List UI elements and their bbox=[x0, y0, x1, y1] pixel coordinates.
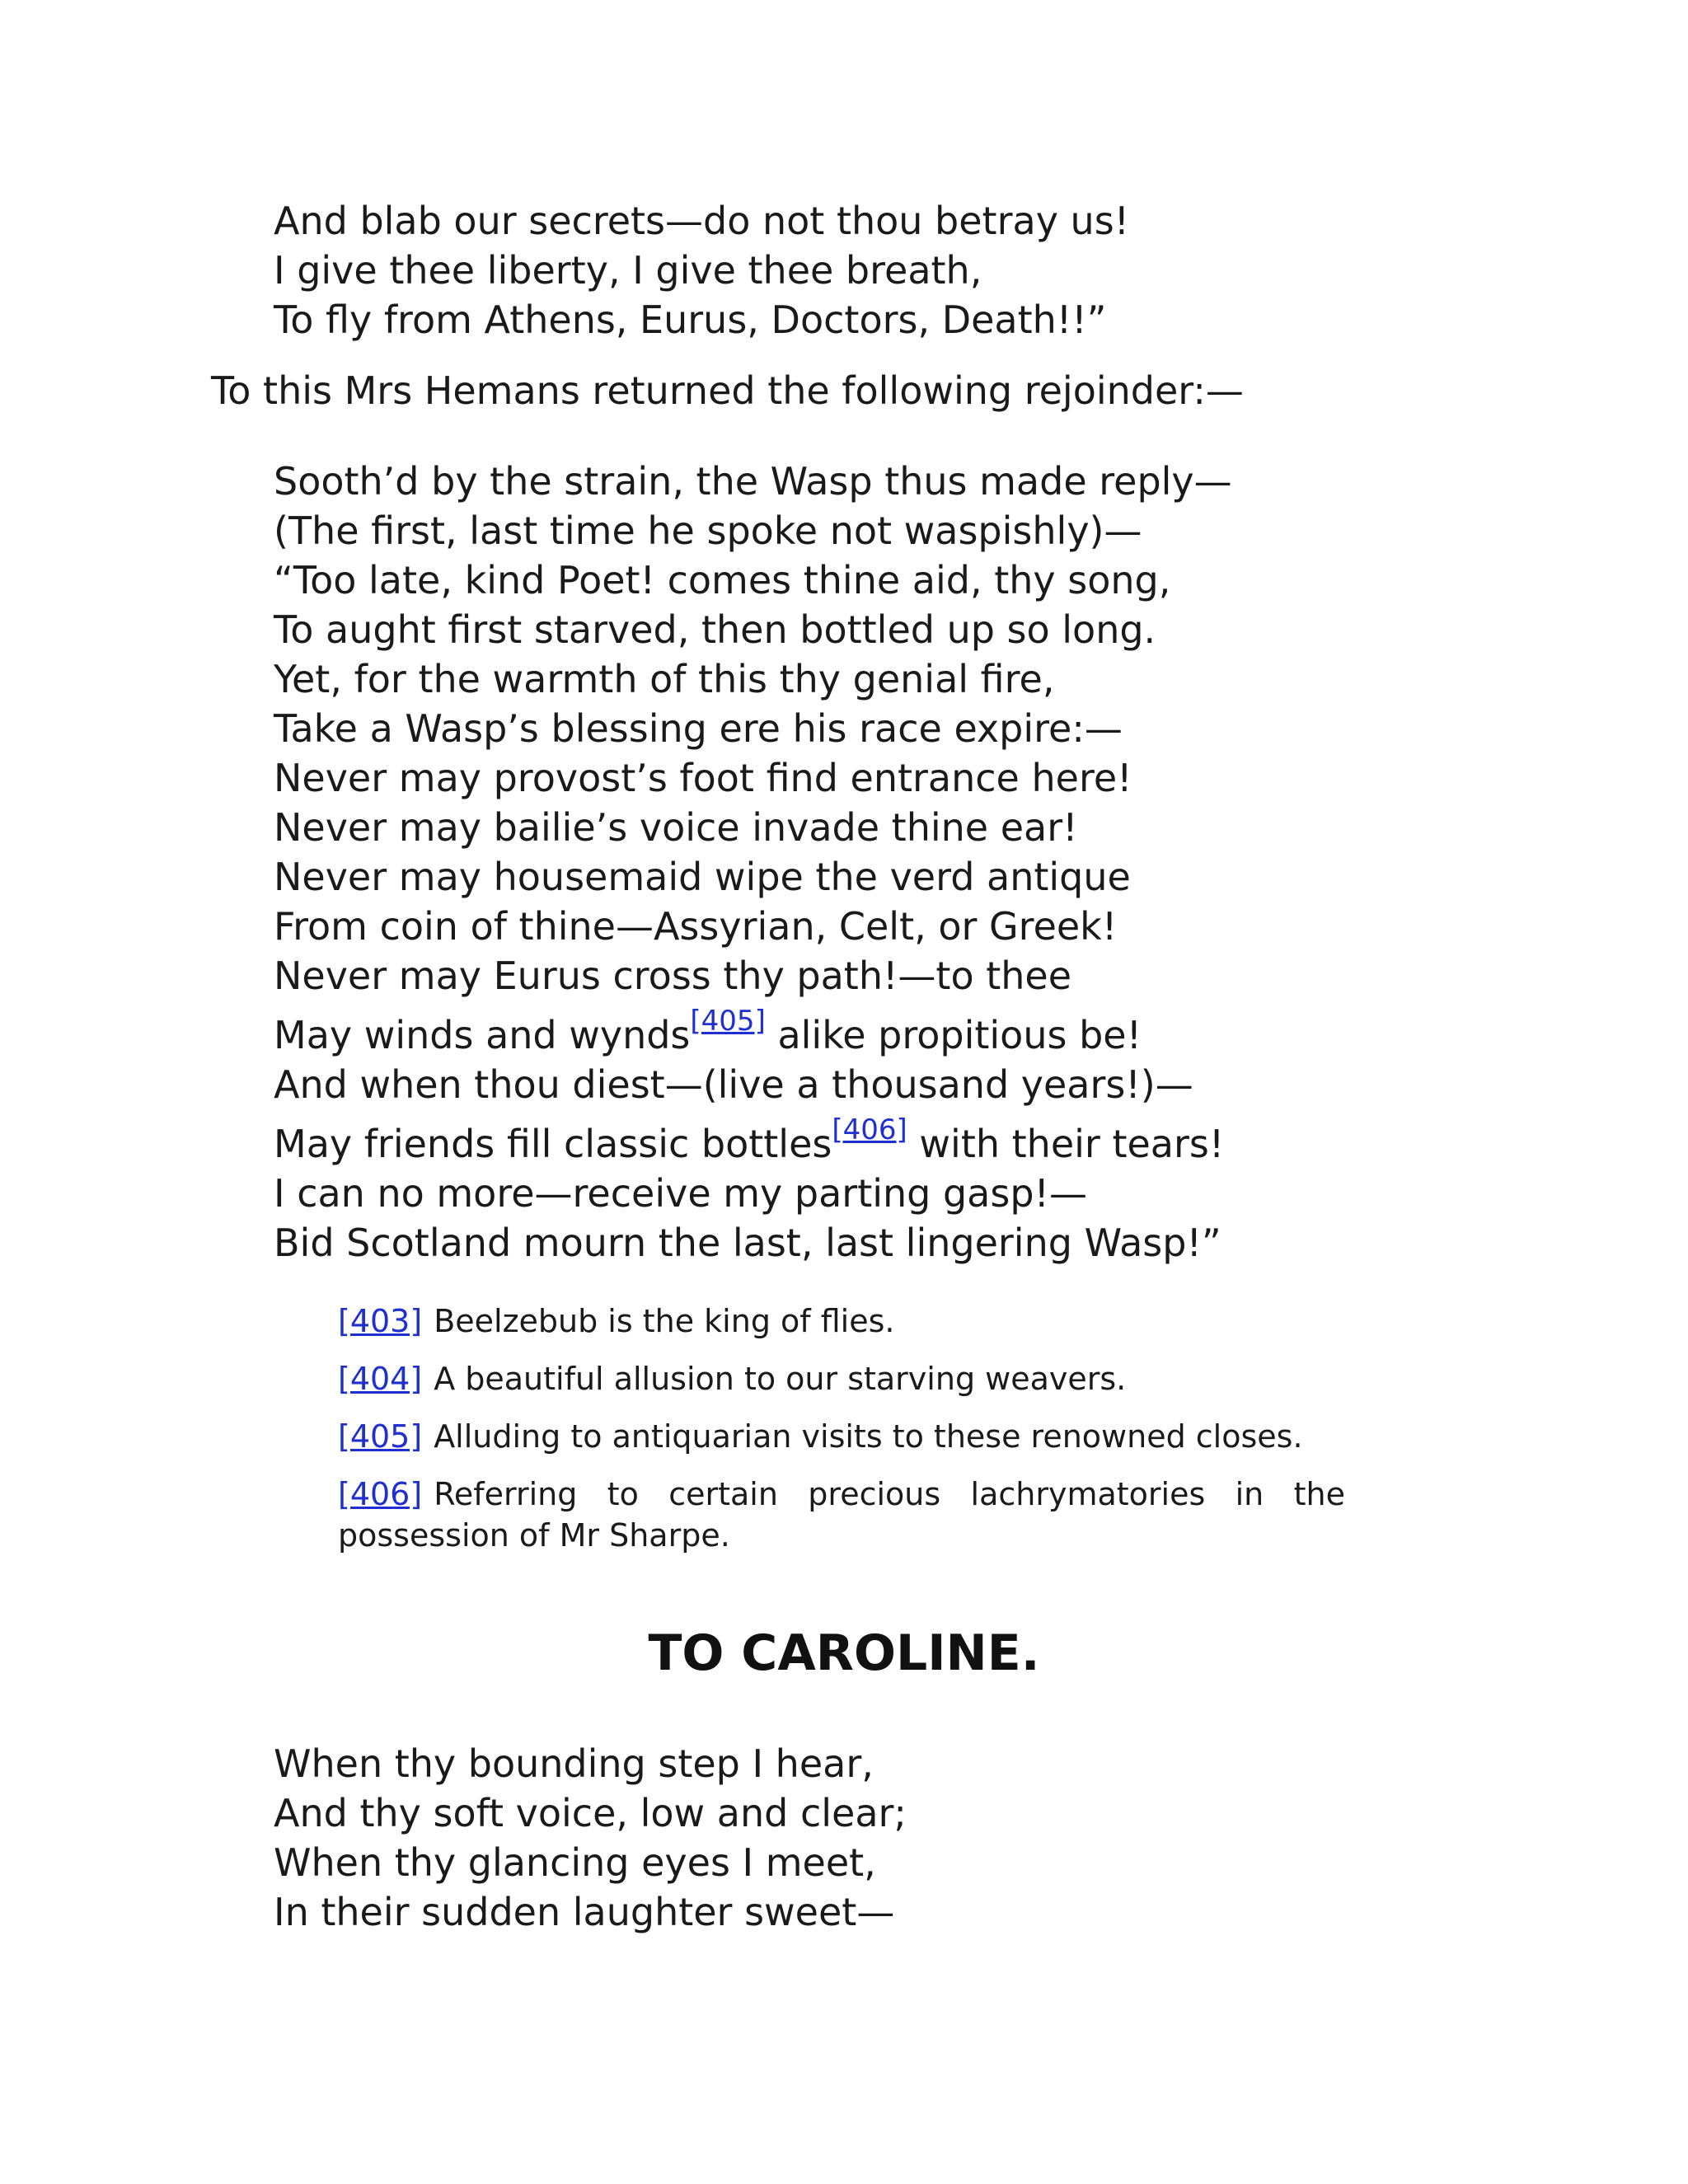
verse-line: When thy glancing eyes I meet, bbox=[274, 1840, 876, 1885]
verse-text: alike propitious be! bbox=[765, 1013, 1142, 1057]
footnote-backlink-403[interactable]: [403] bbox=[338, 1303, 423, 1339]
footnote-text: Referring to certain precious lachrymatories in the possession of Mr Sharpe. bbox=[338, 1476, 1345, 1554]
verse-line-with-footnote bbox=[274, 1004, 1232, 1060]
footnote-text: Alluding to antiquarian visits to these renowned closes. bbox=[434, 1418, 1303, 1455]
verse-line: Never may provost’s foot find entrance here! bbox=[274, 756, 1132, 800]
verse-text: with their tears! bbox=[907, 1122, 1225, 1166]
prose-paragraph: To this Mrs Hemans returned the following rejoinder:— bbox=[211, 368, 1244, 413]
verse-line: From coin of thine—Assyrian, Celt, or Greek! bbox=[274, 904, 1118, 949]
footnote-404 bbox=[338, 1358, 1345, 1399]
verse-line: “Too late, kind Poet! comes thine aid, thy song, bbox=[274, 558, 1171, 602]
footnote-406 bbox=[338, 1474, 1345, 1556]
verse-line: Never may housemaid wipe the verd antique bbox=[274, 855, 1131, 899]
verse-line: And when thou diest—(live a thousand years!)— bbox=[274, 1062, 1193, 1107]
footnote-ref-405-link[interactable]: [405] bbox=[690, 1004, 766, 1038]
verse-text: May winds and wynds bbox=[274, 1013, 691, 1057]
verse-line: Bid Scotland mourn the last, last lingering Wasp!” bbox=[274, 1221, 1221, 1265]
verse-line: Take a Wasp’s blessing ere his race expire:— bbox=[274, 706, 1123, 751]
verse-line: Never may Eurus cross thy path!—to thee bbox=[274, 954, 1072, 998]
footnote-backlink-405[interactable]: [405] bbox=[338, 1418, 423, 1455]
footnote-backlink-406[interactable]: [406] bbox=[338, 1476, 423, 1512]
verse-line: To fly from Athens, Eurus, Doctors, Death!!” bbox=[274, 298, 1107, 342]
verse-wasp-reply bbox=[274, 457, 1232, 1268]
verse-line: When thy bounding step I hear, bbox=[274, 1741, 874, 1786]
footnote-403 bbox=[338, 1301, 1345, 1342]
poem-title: TO CAROLINE. bbox=[648, 1624, 1040, 1682]
verse-line: Never may bailie’s voice invade thine ear! bbox=[274, 805, 1078, 850]
verse-line: And blab our secrets—do not thou betray us! bbox=[274, 199, 1130, 243]
verse-line: And thy soft voice, low and clear; bbox=[274, 1791, 907, 1835]
footnote-text: A beautiful allusion to our starving weavers. bbox=[434, 1361, 1127, 1397]
footnote-backlink-404[interactable]: [404] bbox=[338, 1361, 423, 1397]
footnote-text: Beelzebub is the king of flies. bbox=[434, 1303, 895, 1339]
verse-text: May friends fill classic bottles bbox=[274, 1122, 832, 1166]
footnotes-section bbox=[338, 1301, 1345, 1572]
verse-line: I give thee liberty, I give thee breath, bbox=[274, 248, 982, 293]
verse-line: I can no more—receive my parting gasp!— bbox=[274, 1171, 1087, 1216]
verse-line: (The first, last time he spoke not waspishly)— bbox=[274, 509, 1142, 553]
verse-line: Sooth’d by the strain, the Wasp thus made reply— bbox=[274, 459, 1232, 504]
verse-fragment-top bbox=[274, 196, 1129, 344]
verse-line-with-footnote bbox=[274, 1113, 1232, 1169]
verse-line: In their sudden laughter sweet— bbox=[274, 1890, 895, 1934]
verse-line: To aught first starved, then bottled up so long. bbox=[274, 607, 1156, 652]
footnote-405 bbox=[338, 1416, 1345, 1457]
footnote-ref-406-link[interactable]: [406] bbox=[832, 1113, 907, 1146]
verse-line: Yet, for the warmth of this thy genial fire, bbox=[274, 657, 1055, 701]
verse-to-caroline bbox=[274, 1739, 907, 1937]
